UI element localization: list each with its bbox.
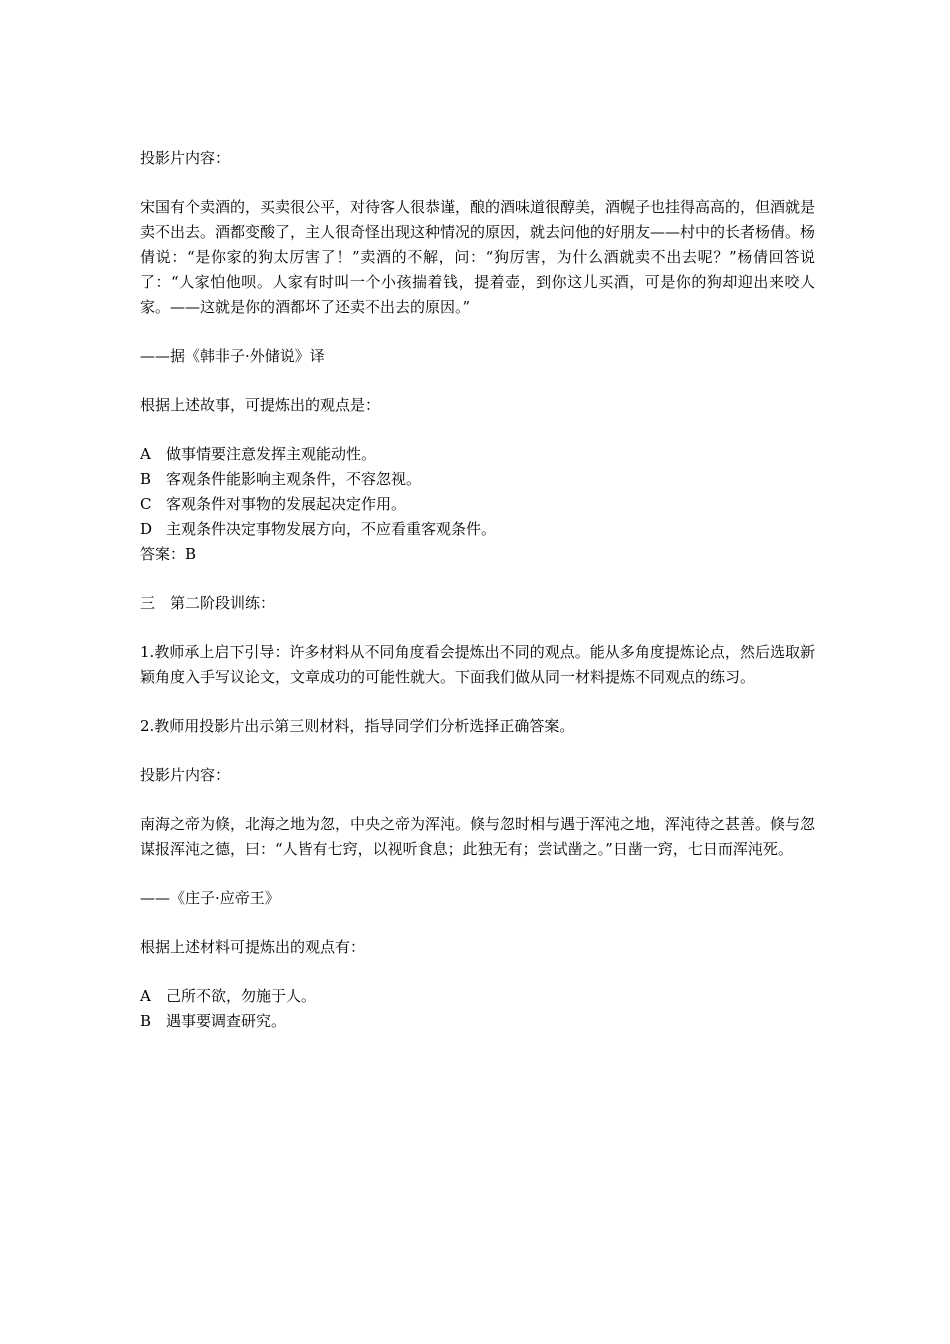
step-2-paragraph: 2.教师用投影片出示第三则材料，指导同学们分析选择正确答案。 (140, 717, 575, 735)
answer-line: 答案：B (140, 545, 197, 563)
document-page (140, 146, 815, 1034)
option-letter: B (140, 470, 152, 488)
option-a (140, 984, 815, 1009)
question-prompt: 根据上述故事，可提炼出的观点是： (140, 396, 381, 414)
option-c (140, 492, 815, 517)
story-paragraph: 南海之帝为倏，北海之地为忽，中央之帝为浑沌。倏与忽时相与遇于浑沌之地，浑沌待之甚善。倏与忽谋报浑沌之德，曰：“人皆有七窍，以视听食息；此独无有；尝试凿之。”日凿一窍，七日而浑沌死。 (140, 815, 816, 858)
source-citation: ——《庄子·应帝王》 (140, 889, 280, 907)
slide-content-label: 投影片内容： (140, 766, 231, 784)
option-text: 做事情要注意发挥主观能动性。 (166, 445, 377, 463)
option-b (140, 1009, 815, 1034)
option-d (140, 517, 815, 542)
option-text: 主观条件决定事物发展方向，不应看重客观条件。 (166, 520, 497, 538)
option-letter: A (140, 987, 151, 1005)
section-heading: 三 第二阶段训练： (140, 594, 276, 612)
option-letter: D (140, 520, 153, 538)
option-text: 己所不欲，勿施于人。 (166, 987, 317, 1005)
option-text: 客观条件能影响主观条件，不容忽视。 (166, 470, 422, 488)
source-citation: ——据《韩非子·外储说》译 (140, 347, 325, 365)
slide-content-label: 投影片内容： (140, 149, 231, 167)
option-letter: A (140, 445, 151, 463)
option-b (140, 467, 815, 492)
question-prompt: 根据上述材料可提炼出的观点有： (140, 938, 366, 956)
option-letter: B (140, 1012, 152, 1030)
step-1-paragraph: 1.教师承上启下引导：许多材料从不同角度看会提炼出不同的观点。能从多角度提炼论点，然后选取新颖角度入手写议论文，文章成功的可能性就大。下面我们做从同一材料提炼不同观点的练习。 (140, 643, 815, 686)
story-paragraph: 宋国有个卖酒的，买卖很公平，对待客人很恭谨，酿的酒味道很醇美，酒幌子也挂得高高的，但酒就是卖不出去。酒都变酸了，主人很奇怪出现这种情况的原因，就去问他的好朋友——村中的长者杨倩。杨倩说：“是你家的狗太厉害了！”卖酒的不解，问：“狗厉害，为什么酒就卖不出去呢？”杨倩回答说了：“人家怕他呗。人家有时叫一个小孩揣着钱，提着壶，到你这儿买酒，可是你的狗却迎出来咬人家。——这就是你的酒都坏了还卖不出去的原因。” (140, 198, 816, 316)
option-text: 遇事要调查研究。 (166, 1012, 287, 1030)
option-letter: C (140, 495, 152, 513)
option-a (140, 442, 815, 467)
option-text: 客观条件对事物的发展起决定作用。 (166, 495, 407, 513)
